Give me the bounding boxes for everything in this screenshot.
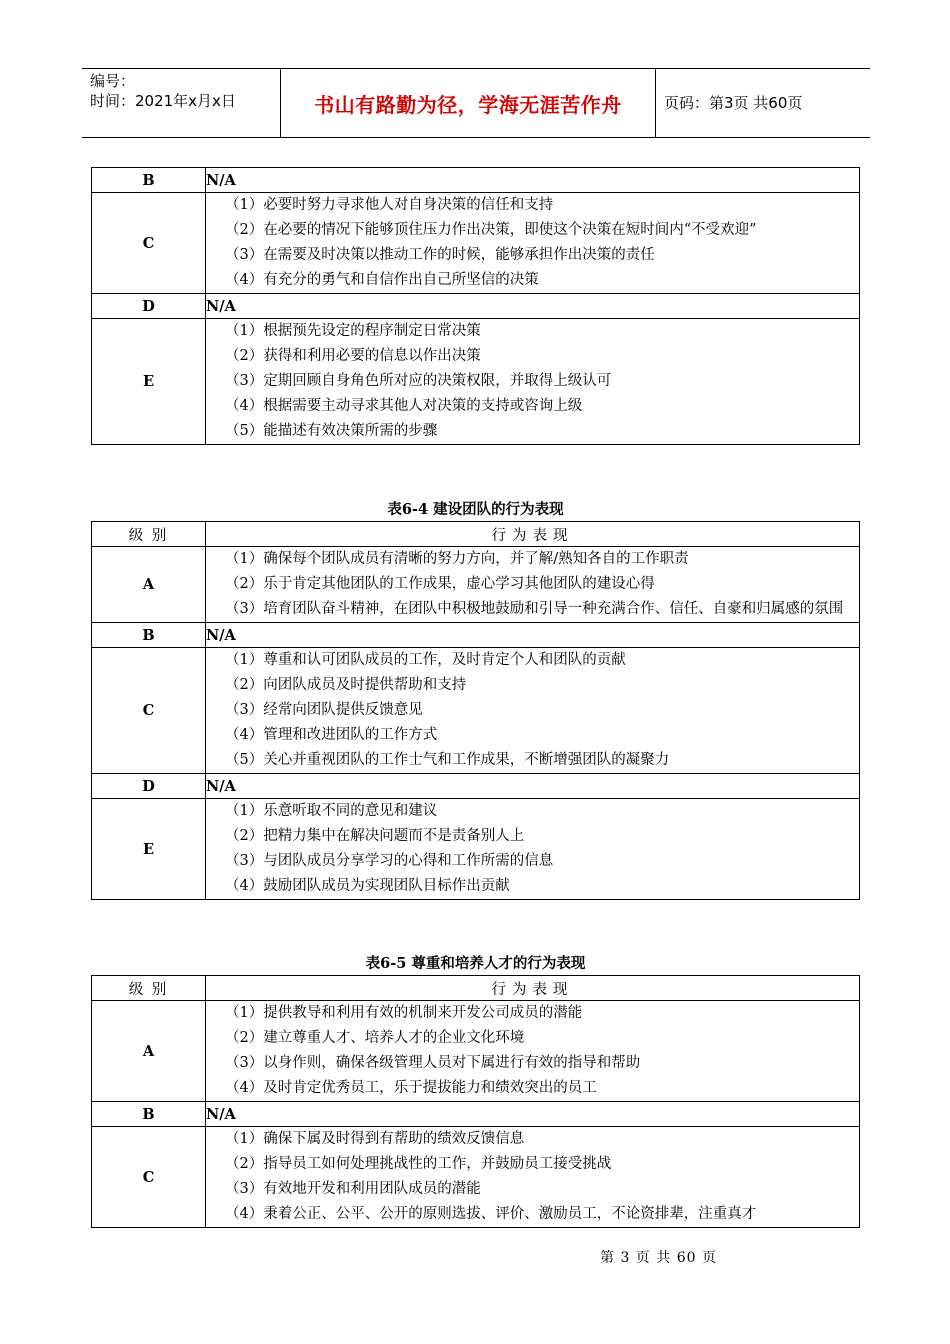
table-row <box>92 1127 860 1228</box>
level-cell: A <box>92 1001 206 1102</box>
behavior-item: （1）根据预先设定的程序制定日常决策 <box>225 323 481 339</box>
table-row <box>92 168 860 193</box>
column-header-level: 级 别 <box>92 976 206 1001</box>
behavior-item: （1）确保下属及时得到有帮助的绩效反馈信息 <box>225 1131 525 1147</box>
level-cell: D <box>92 294 206 319</box>
behavior-item: （1）必要时努力寻求他人对自身决策的信任和支持 <box>225 197 554 213</box>
behavior-item: （1）提供教导和利用有效的机制来开发公司成员的潜能 <box>225 1005 583 1021</box>
team-building-behavior-table <box>91 521 860 900</box>
level-cell: B <box>92 1102 206 1127</box>
behavior-item: （3）经常向团队提供反馈意见 <box>225 702 423 718</box>
behavior-cell: N/A <box>206 774 860 799</box>
behavior-cell: N/A <box>206 294 860 319</box>
behavior-cell: N/A <box>206 168 860 193</box>
behavior-item: （4）根据需要主动寻求其他人对决策的支持或咨询上级 <box>225 398 583 414</box>
behavior-cell <box>206 193 860 294</box>
header-motto: 书山有路勤为径，学海无涯苦作舟 <box>280 69 656 137</box>
behavior-item: （2）把精力集中在解决问题而不是责备别人上 <box>225 828 525 844</box>
level-cell: E <box>92 319 206 445</box>
behavior-item: （3）以身作则，确保各级管理人员对下属进行有效的指导和帮助 <box>225 1055 641 1071</box>
table-row <box>92 294 860 319</box>
level-cell: A <box>92 547 206 623</box>
behavior-item: （1）乐意听取不同的意见和建议 <box>225 803 438 819</box>
table-row <box>92 623 860 648</box>
column-header-behavior: 行为表现 <box>206 522 860 547</box>
level-cell: E <box>92 799 206 900</box>
table-header-row <box>92 522 860 547</box>
level-cell: C <box>92 1127 206 1228</box>
behavior-item: （2）获得和利用必要的信息以作出决策 <box>225 348 481 364</box>
behavior-item: （3）培育团队奋斗精神，在团队中积极地鼓励和引导一种充满合作、信任、自豪和归属感的氛围 <box>225 601 844 617</box>
table-6-5-caption: 表6-5 尊重和培养人才的行为表现 <box>365 955 586 972</box>
decision-behavior-table <box>91 167 860 445</box>
level-cell: B <box>92 623 206 648</box>
behavior-item: （2）乐于肯定其他团队的工作成果，虚心学习其他团队的建设心得 <box>225 576 655 592</box>
behavior-cell: N/A <box>206 623 860 648</box>
behavior-cell <box>206 1127 860 1228</box>
behavior-item: （3）有效地开发和利用团队成员的潜能 <box>225 1181 481 1197</box>
page-header <box>82 68 870 138</box>
behavior-cell <box>206 1001 860 1102</box>
behavior-item: （3）与团队成员分享学习的心得和工作所需的信息 <box>225 853 554 869</box>
header-meta <box>90 71 280 111</box>
level-cell: C <box>92 193 206 294</box>
behavior-item: （2）向团队成员及时提供帮助和支持 <box>225 677 467 693</box>
behavior-item: （4）管理和改进团队的工作方式 <box>225 727 438 743</box>
behavior-cell <box>206 799 860 900</box>
page-footer: 第 3 页 共 60 页 <box>600 1250 717 1266</box>
table-row <box>92 1102 860 1127</box>
behavior-item: （2）指导员工如何处理挑战性的工作，并鼓励员工接受挑战 <box>225 1156 612 1172</box>
behavior-item: （1）尊重和认可团队成员的工作，及时肯定个人和团队的贡献 <box>225 652 626 668</box>
table-6-4-caption: 表6-4 建设团队的行为表现 <box>387 501 564 518</box>
table-row <box>92 319 860 445</box>
behavior-item: （5）关心并重视团队的工作士气和工作成果，不断增强团队的凝聚力 <box>225 752 670 768</box>
behavior-item: （3）在需要及时决策以推动工作的时候，能够承担作出决策的责任 <box>225 247 655 263</box>
behavior-item: （1）确保每个团队成员有清晰的努力方向，并了解/熟知各自的工作职责 <box>225 551 689 567</box>
behavior-item: （5）能描述有效决策所需的步骤 <box>225 423 438 439</box>
table-row <box>92 799 860 900</box>
behavior-cell <box>206 319 860 445</box>
column-header-behavior: 行为表现 <box>206 976 860 1001</box>
behavior-item: （2）建立尊重人才、培养人才的企业文化环境 <box>225 1030 525 1046</box>
column-header-level: 级 别 <box>92 522 206 547</box>
table-header-row <box>92 976 860 1001</box>
behavior-item: （3）定期回顾自身角色所对应的决策权限，并取得上级认可 <box>225 373 612 389</box>
behavior-cell <box>206 547 860 623</box>
number-label: 编号： <box>90 72 136 90</box>
table-row <box>92 648 860 774</box>
table-row <box>92 1001 860 1102</box>
behavior-cell: N/A <box>206 1102 860 1127</box>
behavior-item: （4）有充分的勇气和自信作出自己所坚信的决策 <box>225 272 539 288</box>
level-cell: B <box>92 168 206 193</box>
level-cell: C <box>92 648 206 774</box>
header-page-info: 页码：第3页 共60页 <box>664 94 803 112</box>
table-row <box>92 774 860 799</box>
talent-development-behavior-table <box>91 975 860 1228</box>
time-label: 时间：2021年x月x日 <box>90 92 236 110</box>
table-row <box>92 547 860 623</box>
behavior-item: （2）在必要的情况下能够顶住压力作出决策，即使这个决策在短时间内“不受欢迎” <box>225 222 757 238</box>
level-cell: D <box>92 774 206 799</box>
behavior-item: （4）及时肯定优秀员工，乐于提拔能力和绩效突出的员工 <box>225 1080 597 1096</box>
behavior-cell <box>206 648 860 774</box>
behavior-item: （4）鼓励团队成员为实现团队目标作出贡献 <box>225 878 510 894</box>
table-row <box>92 193 860 294</box>
behavior-item: （4）秉着公正、公平、公开的原则选拔、评价、激励员工，不论资排辈，注重真才 <box>225 1206 757 1222</box>
